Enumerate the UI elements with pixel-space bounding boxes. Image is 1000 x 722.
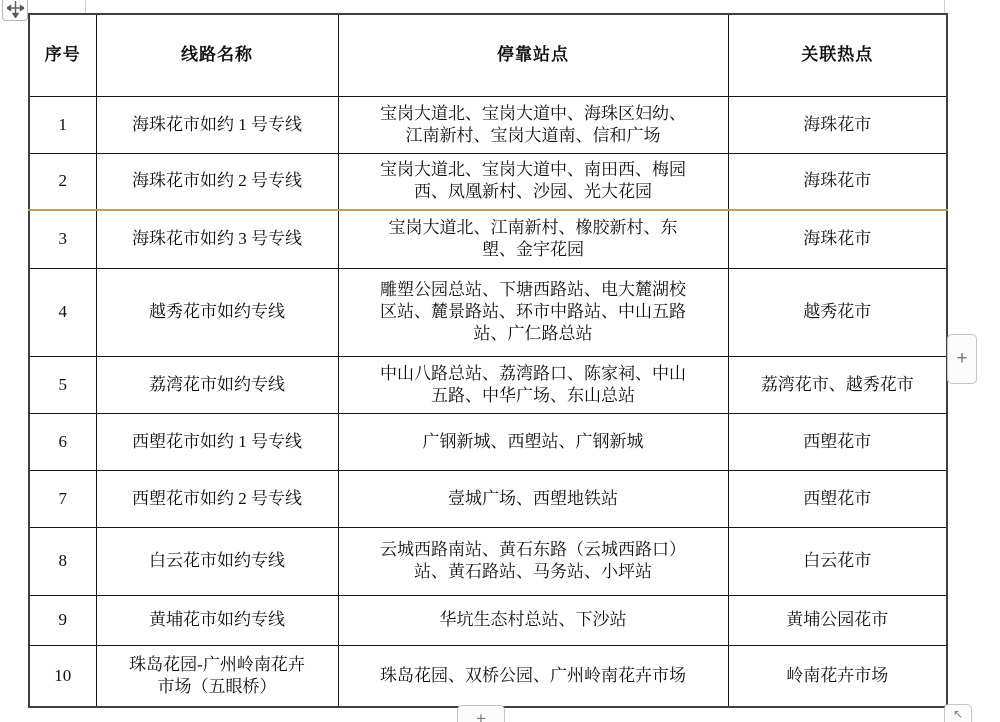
cell-no[interactable]: 7 [29, 470, 96, 527]
cell-no[interactable]: 1 [29, 96, 96, 153]
move-arrows-icon [7, 1, 24, 18]
cell-stops[interactable]: 雕塑公园总站、下塘西路站、电大麓湖校区站、麓景路站、环市中路站、中山五路站、广仁路总站 [338, 268, 728, 356]
table-row [29, 595, 947, 645]
cell-name[interactable]: 海珠花市如约 2 号专线 [96, 153, 338, 210]
cell-no[interactable]: 2 [29, 153, 96, 210]
table-move-handle[interactable] [2, 0, 28, 21]
cell-stops[interactable]: 宝岗大道北、宝岗大道中、南田西、梅园西、凤凰新村、沙园、光大花园 [338, 153, 728, 210]
plus-icon: + [956, 348, 968, 369]
cell-name[interactable]: 白云花市如约专线 [96, 527, 338, 595]
cell-hotspot[interactable]: 西塱花市 [728, 470, 947, 527]
cell-hotspot[interactable]: 越秀花市 [728, 268, 947, 356]
cell-hotspot[interactable]: 海珠花市 [728, 210, 947, 268]
margin-guide-left [85, 0, 86, 13]
cell-stops[interactable]: 珠岛花园、双桥公园、广州岭南花卉市场 [338, 645, 728, 707]
cell-stops[interactable]: 华坑生态村总站、下沙站 [338, 595, 728, 645]
cell-name[interactable]: 海珠花市如约 1 号专线 [96, 96, 338, 153]
table-row [29, 527, 947, 595]
cell-name[interactable]: 西塱花市如约 2 号专线 [96, 470, 338, 527]
header-cell-no[interactable]: 序号 [29, 14, 96, 96]
cell-name[interactable]: 黄埔花市如约专线 [96, 595, 338, 645]
flower-market-bus-routes-table [28, 13, 948, 708]
table-resize-handle[interactable] [944, 704, 972, 722]
cell-no[interactable]: 5 [29, 356, 96, 413]
header-cell-name[interactable]: 线路名称 [96, 14, 338, 96]
header-cell-stops[interactable]: 停靠站点 [338, 14, 728, 96]
cell-stops[interactable]: 宝岗大道北、宝岗大道中、海珠区妇幼、江南新村、宝岗大道南、信和广场 [338, 96, 728, 153]
cell-no[interactable]: 3 [29, 210, 96, 268]
cell-stops[interactable]: 宝岗大道北、江南新村、橡胶新村、东塱、金宇花园 [338, 210, 728, 268]
cell-hotspot[interactable]: 海珠花市 [728, 96, 947, 153]
table-row [29, 645, 947, 707]
header-row [29, 14, 947, 96]
cell-no[interactable]: 10 [29, 645, 96, 707]
cell-name[interactable]: 西塱花市如约 1 号专线 [96, 413, 338, 470]
insert-row-button[interactable] [457, 705, 505, 722]
insert-column-button[interactable] [947, 334, 977, 384]
table-row [29, 210, 947, 268]
header-cell-hotspot[interactable]: 关联热点 [728, 14, 947, 96]
cell-stops[interactable]: 广钢新城、西塱站、广钢新城 [338, 413, 728, 470]
table-row [29, 153, 947, 210]
cell-name[interactable]: 越秀花市如约专线 [96, 268, 338, 356]
cell-hotspot[interactable]: 海珠花市 [728, 153, 947, 210]
table-row [29, 470, 947, 527]
table-row [29, 413, 947, 470]
cell-hotspot[interactable]: 白云花市 [728, 527, 947, 595]
table-row [29, 268, 947, 356]
cell-no[interactable]: 4 [29, 268, 96, 356]
cell-hotspot[interactable]: 西塱花市 [728, 413, 947, 470]
table-row [29, 96, 947, 153]
cell-no[interactable]: 8 [29, 527, 96, 595]
table-row [29, 356, 947, 413]
cell-no[interactable]: 6 [29, 413, 96, 470]
margin-guide-right [944, 0, 945, 13]
cell-name[interactable]: 珠岛花园-广州岭南花卉市场（五眼桥） [96, 645, 338, 707]
cell-stops[interactable]: 壹城广场、西塱地铁站 [338, 470, 728, 527]
cell-stops[interactable]: 中山八路总站、荔湾路口、陈家祠、中山五路、中华广场、东山总站 [338, 356, 728, 413]
cell-stops[interactable]: 云城西路南站、黄石东路（云城西路口）站、黄石路站、马务站、小坪站 [338, 527, 728, 595]
cell-name[interactable]: 荔湾花市如约专线 [96, 356, 338, 413]
cell-hotspot[interactable]: 岭南花卉市场 [728, 645, 947, 707]
cell-hotspot[interactable]: 荔湾花市、越秀花市 [728, 356, 947, 413]
cell-name[interactable]: 海珠花市如约 3 号专线 [96, 210, 338, 268]
cell-no[interactable]: 9 [29, 595, 96, 645]
cell-hotspot[interactable]: 黄埔公园花市 [728, 595, 947, 645]
nw-arrow-icon: ↖ [952, 707, 964, 721]
plus-icon: + [476, 709, 486, 722]
